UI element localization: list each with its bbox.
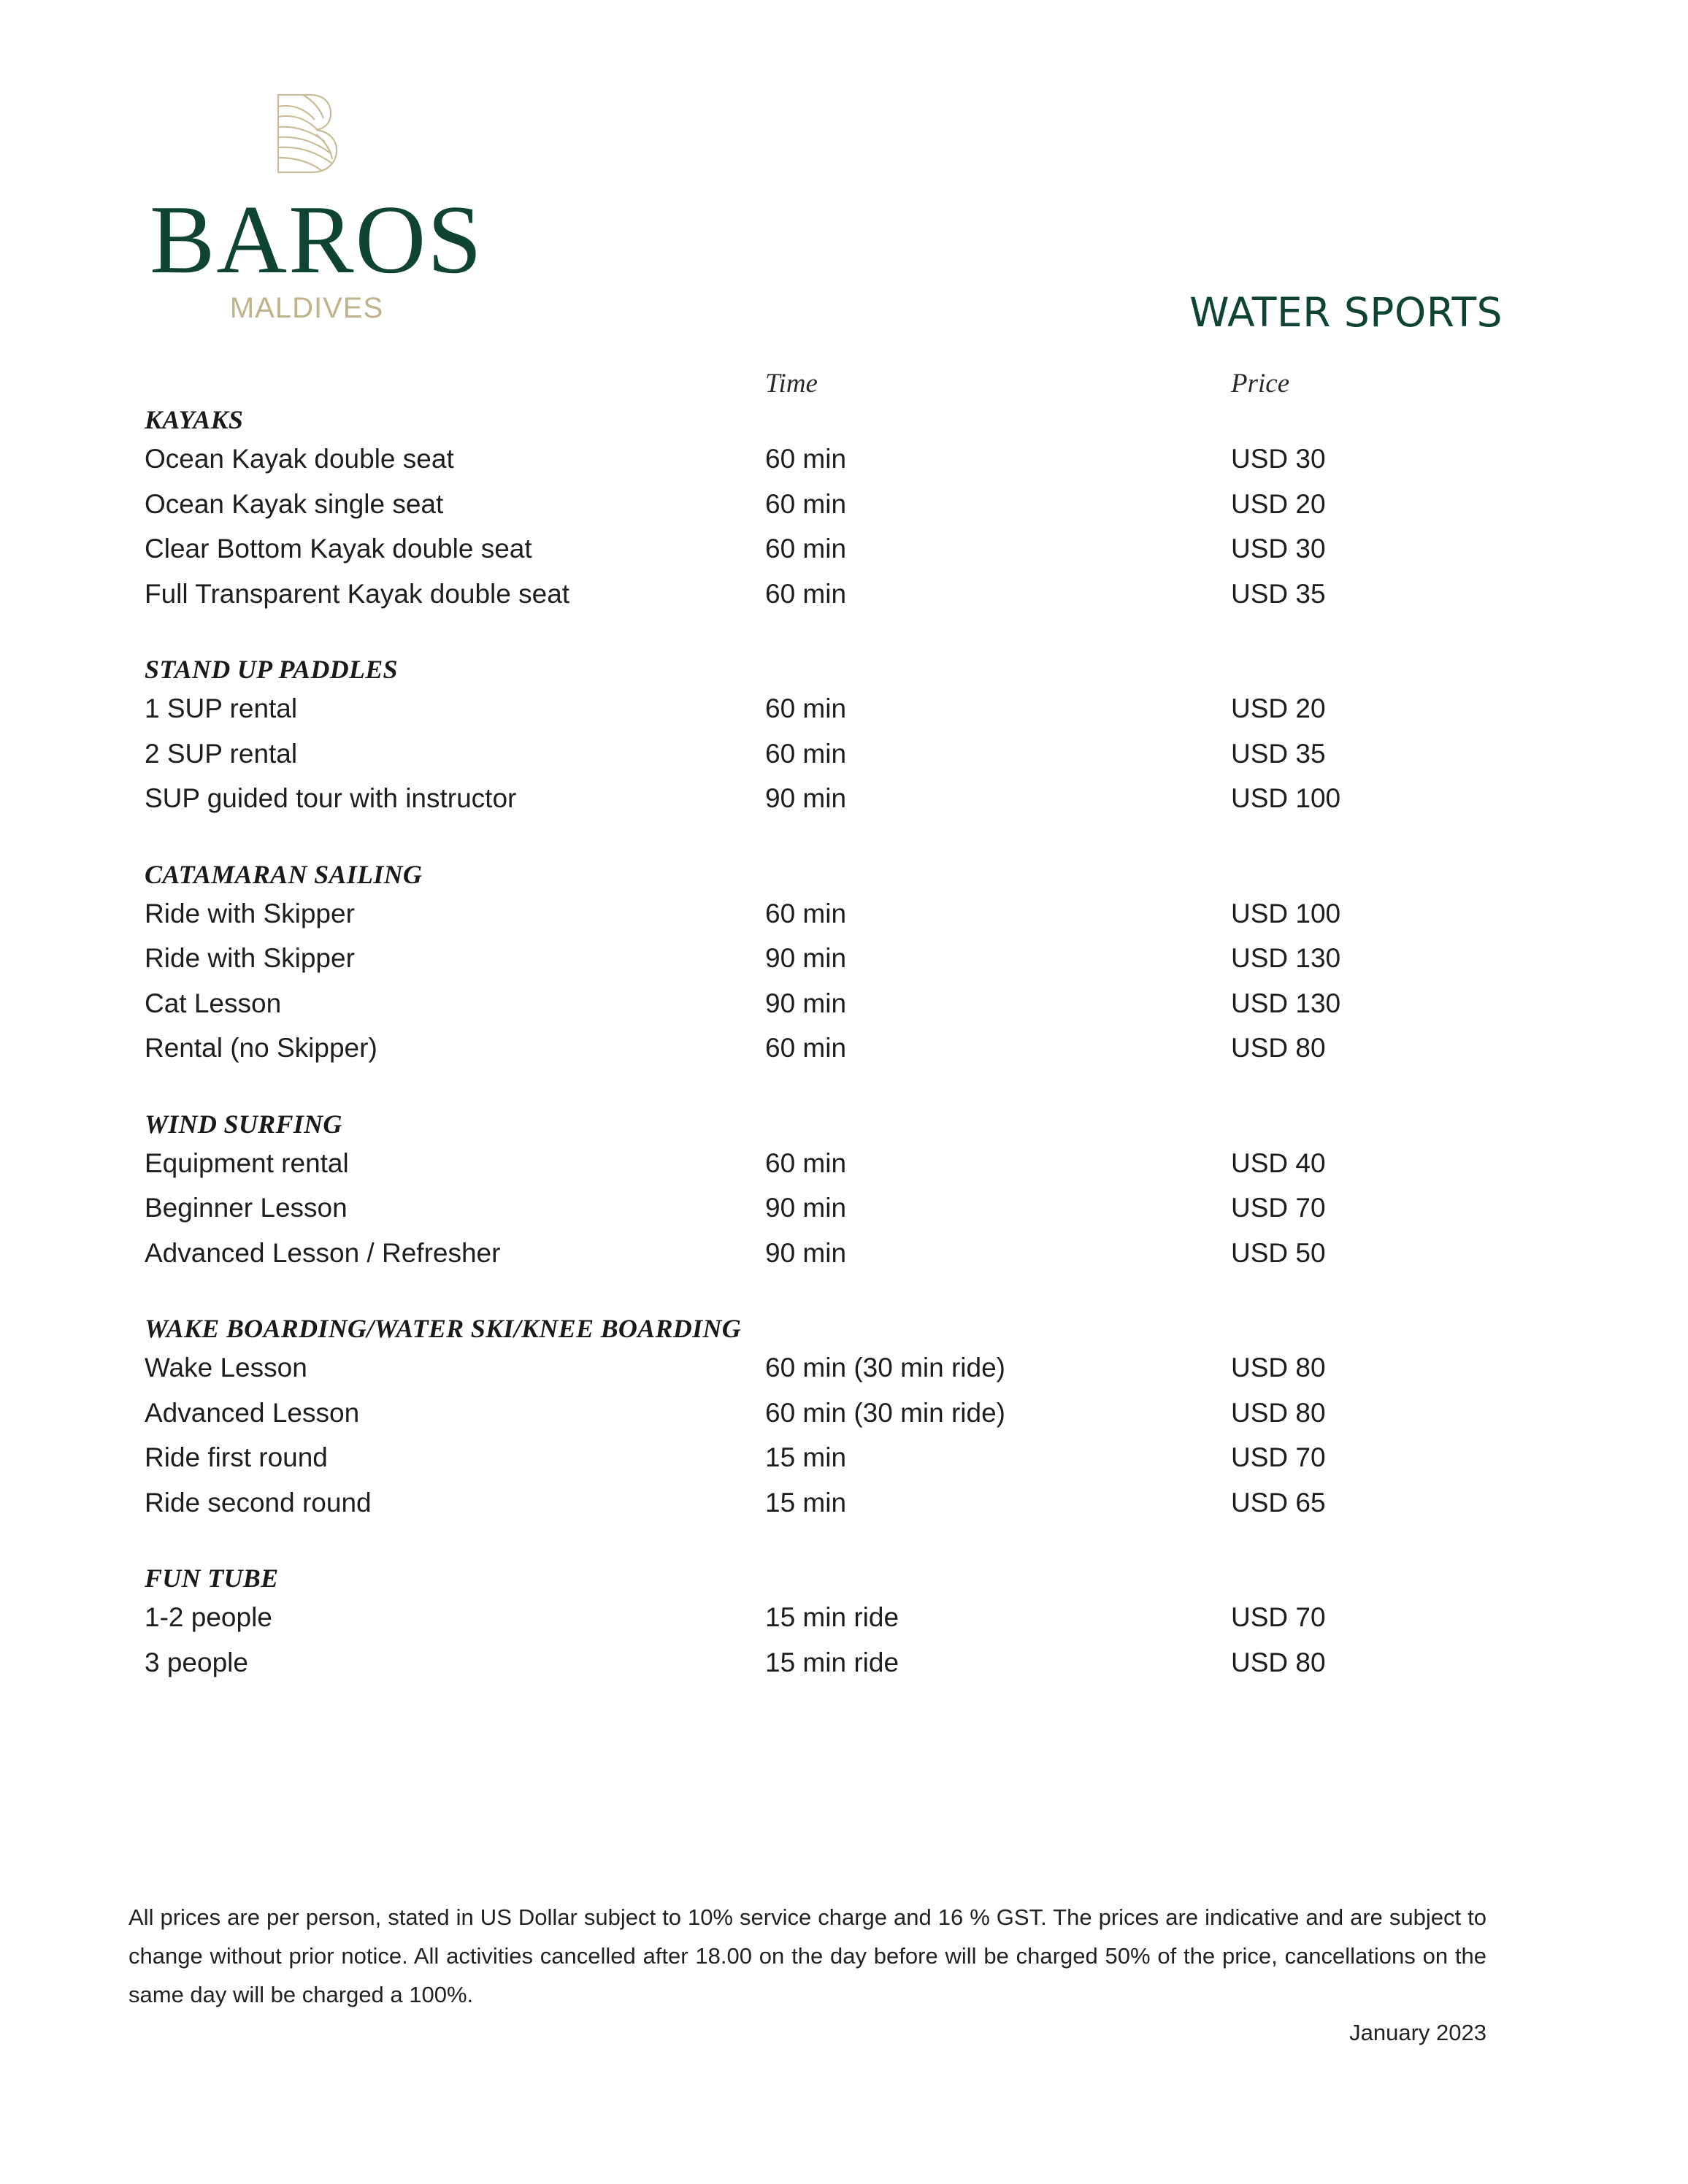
brand-wordmark: BAROS [150, 185, 483, 293]
item-price: USD 80 [1231, 1353, 1326, 1383]
item-name: Ride first round [145, 1442, 328, 1472]
item-time: 15 min [765, 1487, 847, 1518]
item-price: USD 30 [1231, 444, 1326, 474]
item-name: 3 people [145, 1647, 248, 1677]
item-name: SUP guided tour with instructor [145, 783, 517, 813]
section-wake-boarding [145, 1312, 1459, 1525]
section-title: STAND UP PADDLES [145, 655, 398, 684]
item-name: Ride second round [145, 1487, 372, 1518]
section-title: WAKE BOARDING/WATER SKI/KNEE BOARDING [145, 1314, 742, 1343]
item-name: Cat Lesson [145, 988, 282, 1018]
item-price: USD 20 [1231, 693, 1326, 723]
list-item [145, 936, 1459, 981]
item-price: USD 35 [1231, 738, 1326, 769]
item-time: 60 min [765, 738, 847, 769]
section-title: CATAMARAN SAILING [145, 859, 423, 889]
column-header-time: Time [765, 369, 818, 399]
list-item [145, 1231, 1459, 1276]
item-time: 90 min [765, 943, 847, 973]
item-time: 60 min [765, 1147, 847, 1178]
list-item [145, 731, 1459, 777]
section-wind-surfing [145, 1107, 1459, 1276]
item-name: Ride with Skipper [145, 898, 355, 928]
list-item [145, 891, 1459, 937]
item-price: USD 80 [1231, 1033, 1326, 1063]
item-time: 60 min [765, 693, 847, 723]
section-kayaks [145, 403, 1459, 616]
page-title: WATER SPORTS [1189, 289, 1503, 336]
item-name: Full Transparent Kayak double seat [145, 578, 570, 609]
pricing-disclaimer: All prices are per person, stated in US Dollar subject to 10% service charge and 16 % GST. The prices are indicative and are subject to change without prior notice. All activities cancelled after 18.00 on the day before will be charged 50% of the price, cancellations on the same day will be charged a 100%. [128, 1904, 1486, 2007]
brand-location: MALDIVES [229, 292, 384, 324]
item-price: USD 80 [1231, 1647, 1326, 1677]
item-price: USD 70 [1231, 1602, 1326, 1632]
item-time: 60 min [765, 534, 847, 564]
list-item [145, 1480, 1459, 1526]
item-price: USD 100 [1231, 898, 1341, 928]
list-item [145, 1595, 1459, 1640]
item-time: 90 min [765, 988, 847, 1018]
list-item [145, 981, 1459, 1026]
item-name: Equipment rental [145, 1147, 349, 1178]
item-time: 90 min [765, 1193, 847, 1223]
item-time: 60 min [765, 578, 847, 609]
baros-b-monogram-icon [274, 93, 339, 174]
item-price: USD 35 [1231, 578, 1326, 609]
item-price: USD 130 [1231, 988, 1341, 1018]
item-price: USD 30 [1231, 534, 1326, 564]
item-price: USD 130 [1231, 943, 1341, 973]
price-list [145, 403, 1459, 1721]
item-time: 15 min [765, 1442, 847, 1472]
item-price: USD 40 [1231, 1147, 1326, 1178]
item-price: USD 70 [1231, 1193, 1326, 1223]
list-item [145, 1141, 1459, 1186]
list-item [145, 526, 1459, 572]
item-time: 60 min (30 min ride) [765, 1397, 1006, 1428]
item-time: 60 min [765, 898, 847, 928]
column-header-price: Price [1231, 369, 1290, 399]
item-time: 90 min [765, 783, 847, 813]
item-name: Rental (no Skipper) [145, 1033, 377, 1063]
item-time: 15 min ride [765, 1647, 899, 1677]
item-name: 1-2 people [145, 1602, 272, 1632]
item-price: USD 80 [1231, 1397, 1326, 1428]
list-item [145, 1026, 1459, 1071]
list-item [145, 1640, 1459, 1685]
item-name: Beginner Lesson [145, 1193, 348, 1223]
item-time: 60 min [765, 1033, 847, 1063]
section-catamaran-sailing [145, 858, 1459, 1071]
list-item [145, 1391, 1459, 1436]
item-time: 60 min [765, 488, 847, 519]
item-name: 1 SUP rental [145, 693, 298, 723]
section-title: KAYAKS [145, 405, 244, 434]
item-price: USD 50 [1231, 1237, 1326, 1268]
item-price: USD 65 [1231, 1487, 1326, 1518]
item-name: Wake Lesson [145, 1353, 307, 1383]
list-item [145, 776, 1459, 821]
list-item [145, 1345, 1459, 1391]
list-item [145, 437, 1459, 482]
list-item [145, 1185, 1459, 1231]
section-title: WIND SURFING [145, 1109, 342, 1139]
list-item [145, 686, 1459, 731]
list-item [145, 1435, 1459, 1480]
item-time: 60 min [765, 444, 847, 474]
item-time: 15 min ride [765, 1602, 899, 1632]
item-time: 90 min [765, 1237, 847, 1268]
item-name: Advanced Lesson [145, 1397, 360, 1428]
item-name: Advanced Lesson / Refresher [145, 1237, 501, 1268]
list-item [145, 482, 1459, 527]
document-date: January 2023 [1349, 2020, 1486, 2045]
item-name: Ocean Kayak single seat [145, 488, 444, 519]
section-stand-up-paddles [145, 653, 1459, 821]
item-name: Ocean Kayak double seat [145, 444, 454, 474]
item-time: 60 min (30 min ride) [765, 1353, 1006, 1383]
brand-logo [150, 93, 483, 334]
section-title: FUN TUBE [145, 1564, 279, 1593]
item-price: USD 70 [1231, 1442, 1326, 1472]
item-price: USD 20 [1231, 488, 1326, 519]
item-name: Clear Bottom Kayak double seat [145, 534, 532, 564]
list-item [145, 572, 1459, 617]
item-name: 2 SUP rental [145, 738, 298, 769]
item-price: USD 100 [1231, 783, 1341, 813]
section-fun-tube [145, 1561, 1459, 1685]
item-name: Ride with Skipper [145, 943, 355, 973]
